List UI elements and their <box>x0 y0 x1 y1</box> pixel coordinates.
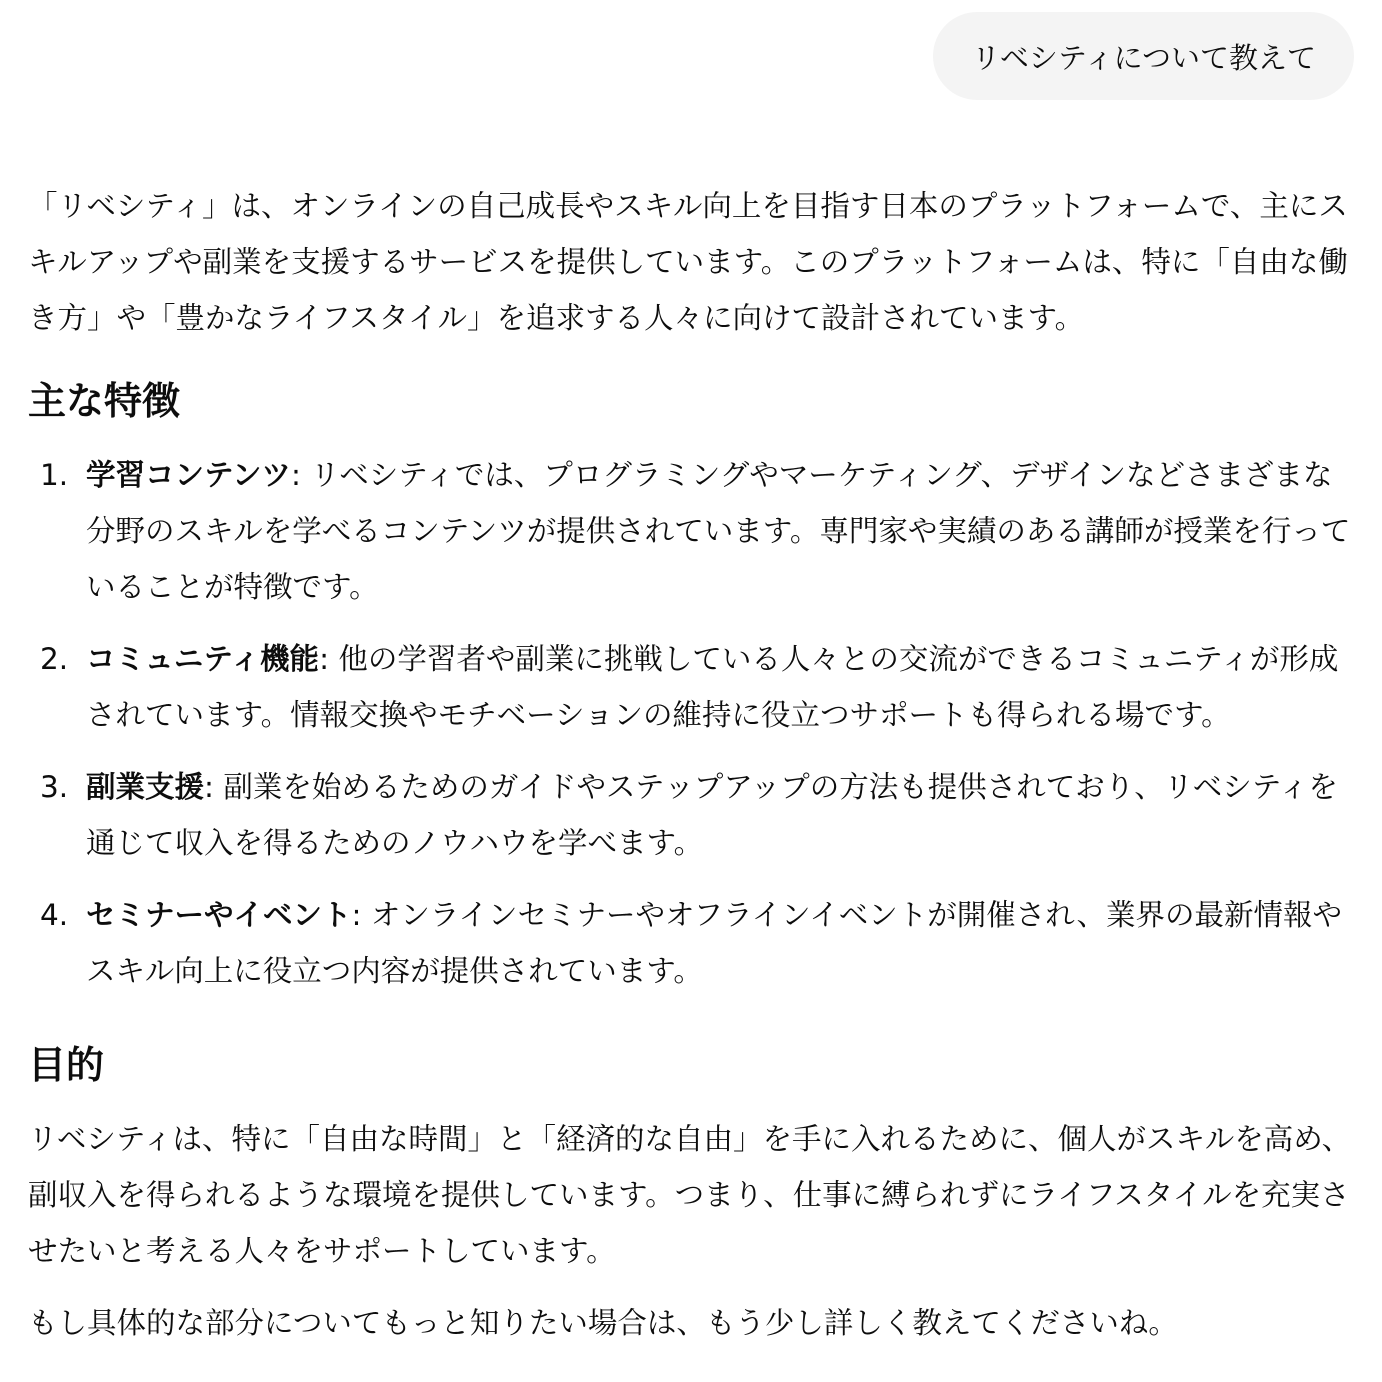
list-item-body: : オンラインセミナーやオフラインイベントが開催され、業界の最新情報やスキル向上に役立つ内容が提供されています。 <box>86 898 1342 988</box>
purpose-heading: 目的 <box>28 1043 105 1087</box>
list-item-number: 4. <box>40 898 69 932</box>
purpose-paragraph: リベシティは、特に「自由な時間」と「経済的な自由」を手に入れるために、個人がスキルを高め、副収入を得られるような環境を提供しています。つまり、仕事に縛られずにライフスタイルを充実させたいと考える人々をサポートしています。 <box>28 1122 1352 1268</box>
list-item-body: : 他の学習者や副業に挑戦している人々との交流ができるコミュニティが形成されています。情報交換やモチベーションの維持に役立つサポートも得られる場です。 <box>86 642 1339 732</box>
feature-list <box>28 447 1354 999</box>
list-item <box>28 631 1354 743</box>
list-item <box>28 447 1354 615</box>
list-item-title: セミナーやイベント <box>86 898 352 932</box>
list-item <box>28 887 1354 999</box>
features-heading: 主な特徴 <box>28 379 181 423</box>
list-item-number: 2. <box>40 642 69 676</box>
list-item-body: : 副業を始めるためのガイドやステップアップの方法も提供されており、リベシティを通じて収入を得るためのノウハウを学べます。 <box>86 770 1338 860</box>
list-item-title: 学習コンテンツ <box>86 458 292 492</box>
intro-paragraph: 「リベシティ」は、オンラインの自己成長やスキル向上を目指す日本のプラットフォームで、主にスキルアップや副業を支援するサービスを提供しています。このプラットフォームは、特に「自由な働き方」や「豊かなライフスタイル」を追求する人々に向けて設計されています。 <box>28 189 1348 335</box>
list-item-title: 副業支援 <box>86 770 205 804</box>
closing-paragraph: もし具体的な部分についてもっと知りたい場合は、もう少し詳しく教えてくださいね。 <box>28 1306 1178 1340</box>
list-item-title: コミュニティ機能 <box>86 642 320 676</box>
user-message-text: リベシティについて教えて <box>971 40 1316 75</box>
list-item-number: 1. <box>40 458 69 492</box>
user-message-bubble <box>933 12 1354 100</box>
list-item <box>28 759 1354 871</box>
list-item-number: 3. <box>40 770 69 804</box>
list-item-body: : リベシティでは、プログラミングやマーケティング、デザインなどさまざまな分野のスキルを学べるコンテンツが提供されています。専門家や実績のある講師が授業を行っていることが特徴です。 <box>86 458 1351 604</box>
assistant-message <box>28 178 1354 1351</box>
